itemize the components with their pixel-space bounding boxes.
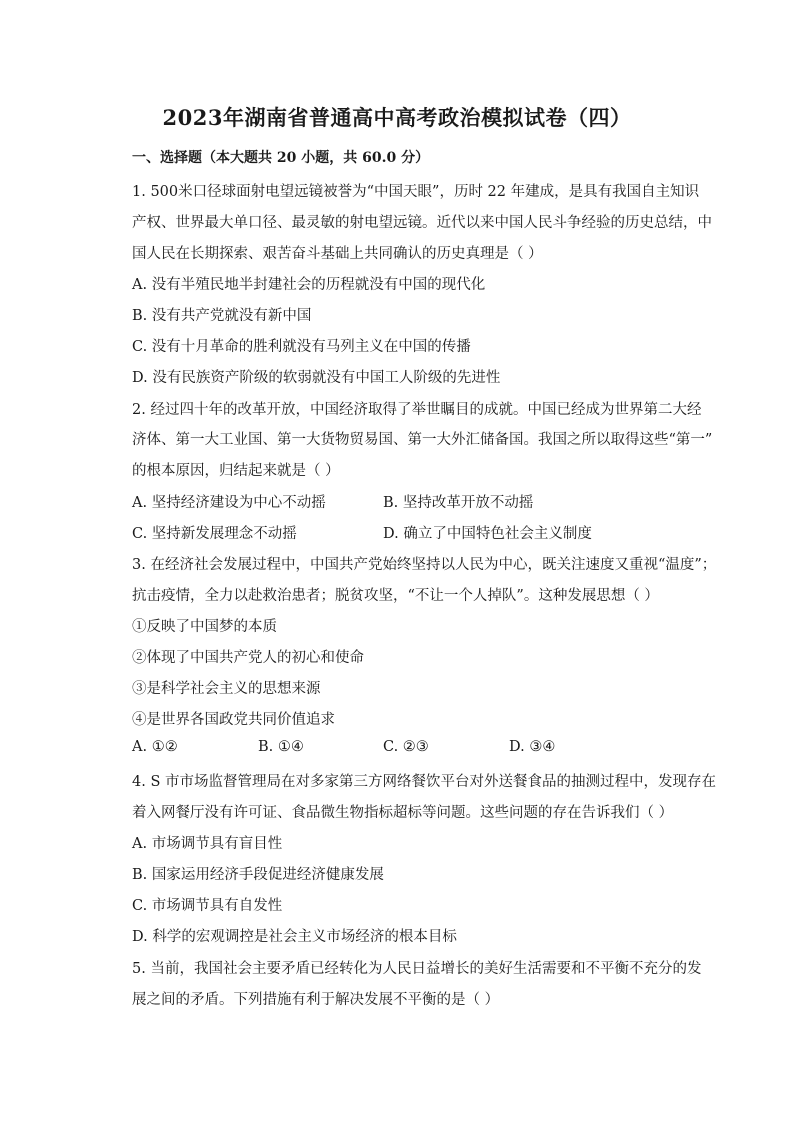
q2-line-1: 2. 经过四十年的改革开放，中国经济取得了举世瞩目的成就。中国已经成为世界第二大经	[132, 402, 702, 418]
q4-option-a: A. 市场调节具有盲目性	[132, 836, 283, 852]
q3-statement-3: ③是科学社会主义的思想来源	[132, 681, 321, 697]
q2-line-3: 的根本原因，归结起来就是（ ）	[132, 463, 340, 479]
q1-option-a: A. 没有半殖民地半封建社会的历程就没有中国的现代化	[132, 277, 486, 293]
q1-line-2: 产权、世界最大单口径、最灵敏的射电望远镜。近代以来中国人民斗争经验的历史总结，中	[132, 215, 712, 231]
q3-option-a: A. ①②	[132, 739, 178, 755]
q5-line-1: 5. 当前，我国社会主要矛盾已经转化为人民日益增长的美好生活需要和不平衡不充分的发	[132, 961, 702, 977]
q1-option-d: D. 没有民族资产阶级的软弱就没有中国工人阶级的先进性	[132, 370, 501, 386]
q3-statement-1: ①反映了中国梦的本质	[132, 619, 277, 635]
q4-line-2: 着入网餐厅没有许可证、食品微生物指标超标等问题。这些问题的存在告诉我们（ ）	[132, 805, 674, 821]
q3-statement-4: ④是世界各国政党共同价值追求	[132, 712, 335, 728]
q2-option-c: C. 坚持新发展理念不动摇	[132, 526, 297, 542]
q3-line-1: 3. 在经济社会发展过程中，中国共产党始终坚持以人民为中心，既关注速度又重视“温度”；	[132, 557, 717, 573]
q3-line-2: 抗击疫情，全力以赴救治患者；脱贫攻坚，“不让一个人掉队”。这种发展思想（ ）	[132, 588, 659, 604]
q1-line-1: 1. 500米口径球面射电望远镜被誉为“中国天眼”，历时 22 年建成，是具有我国自主知识	[132, 184, 700, 200]
q1-option-b: B. 没有共产党就没有新中国	[132, 308, 312, 324]
q3-option-b: B. ①④	[258, 739, 304, 755]
section-heading: 一、选择题（本大题共 20 小题，共 60.0 分）	[132, 150, 430, 166]
q4-option-c: C. 市场调节具有自发性	[132, 898, 283, 914]
q1-line-3: 国人民在长期探索、艰苦奋斗基础上共同确认的历史真理是（ ）	[132, 246, 543, 262]
q3-statement-2: ②体现了中国共产党人的初心和使命	[132, 650, 364, 666]
q5-line-2: 展之间的矛盾。下列措施有利于解决发展不平衡的是（ ）	[132, 992, 500, 1008]
q2-line-2: 济体、第一大工业国、第一大货物贸易国、第一大外汇储备国。我国之所以取得这些“第一”	[132, 432, 713, 448]
q2-option-b: B. 坚持改革开放不动摇	[383, 495, 534, 511]
page-title: 2023年湖南省普通高中高考政治模拟试卷（四）	[162, 105, 632, 130]
q4-option-d: D. 科学的宏观调控是社会主义市场经济的根本目标	[132, 929, 457, 945]
q3-option-c: C. ②③	[383, 739, 429, 755]
q1-option-c: C. 没有十月革命的胜利就没有马列主义在中国的传播	[132, 339, 471, 355]
q3-option-d: D. ③④	[509, 739, 556, 755]
q4-option-b: B. 国家运用经济手段促进经济健康发展	[132, 867, 384, 883]
q2-option-a: A. 坚持经济建设为中心不动摇	[132, 495, 326, 511]
q2-option-d: D. 确立了中国特色社会主义制度	[383, 526, 592, 542]
q4-line-1: 4. S 市市场监督管理局在对多家第三方网络餐饮平台对外送餐食品的抽测过程中，发现存在	[132, 774, 716, 790]
